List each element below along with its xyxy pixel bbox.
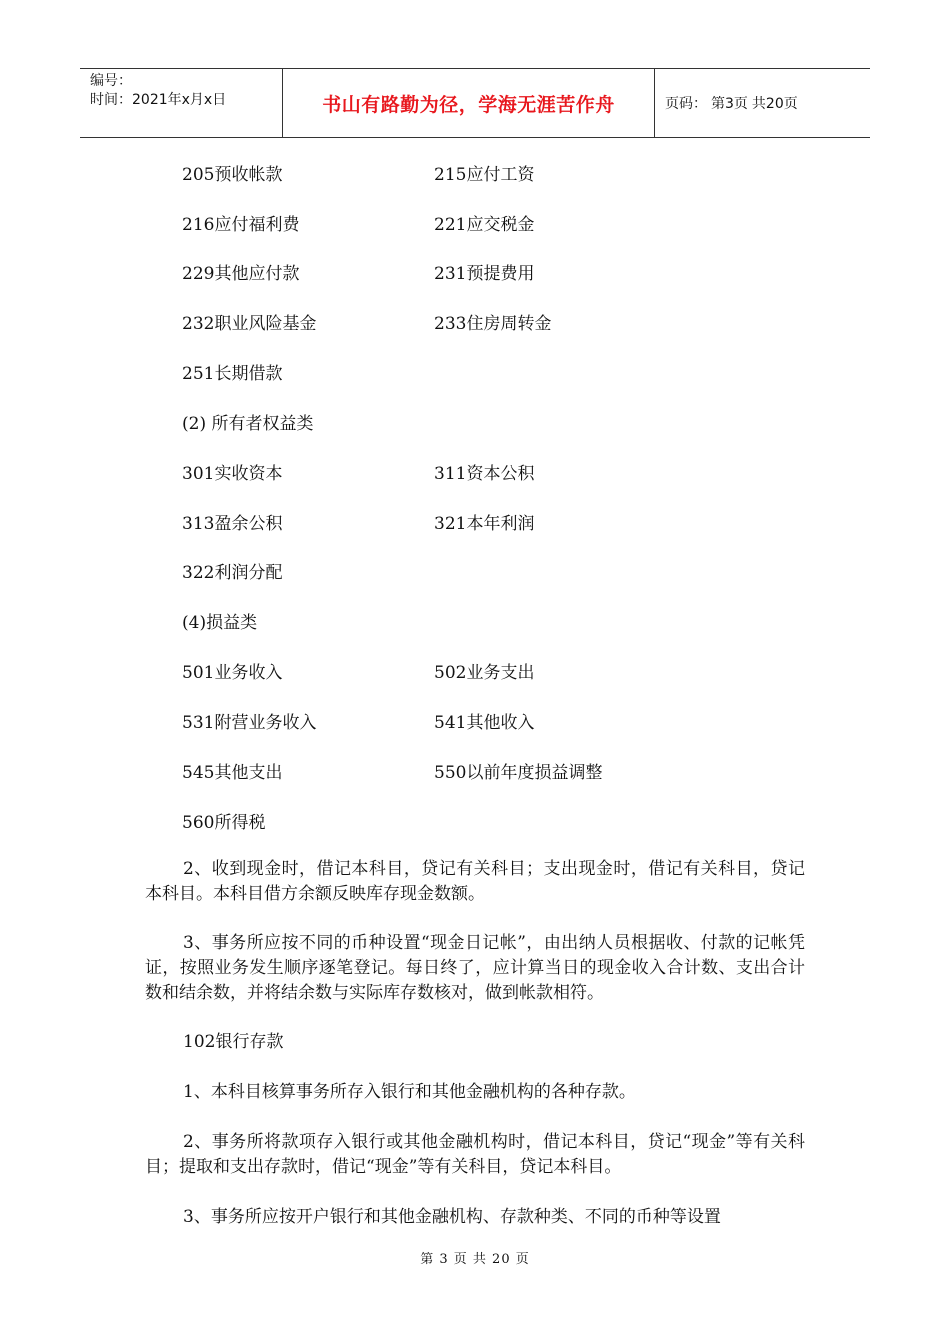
account-line [182, 558, 282, 583]
subject-heading: 102银行存款 [183, 1032, 284, 1052]
account-item: 545其他支出 [182, 763, 283, 783]
body-paragraph: 3、事务所应按不同的币种设置“现金日记帐”，由出纳人员根据收、付款的记帐凭证，按照业务发生顺序逐笔登记。每日终了，应计算当日的现金收入合计数、支出合计数和结余数，并将结余数与实际库存数核对，做到帐款相符。 [145, 933, 805, 1003]
section-title: (2) 所有者权益类 [182, 414, 314, 434]
account-item: 233住房周转金 [434, 314, 552, 334]
account-item: 322利润分配 [182, 563, 283, 583]
account-line [182, 509, 535, 534]
body-paragraph: 1、本科目核算事务所存入银行和其他金融机构的各种存款。 [183, 1082, 636, 1102]
account-item: 501业务收入 [182, 663, 283, 683]
account-item: 215应付工资 [434, 165, 535, 185]
account-line [182, 359, 282, 384]
page-header [80, 68, 870, 138]
page-label: 页码： [665, 96, 707, 112]
account-item: 251长期借款 [182, 364, 283, 384]
account-line [182, 708, 535, 733]
account-item: 216应付福利费 [182, 215, 300, 235]
account-line [182, 259, 535, 284]
page-footer: 第 3 页 共 20 页 [420, 1252, 530, 1267]
header-page-info [655, 69, 870, 137]
account-item: 301实收资本 [182, 464, 283, 484]
account-line [182, 459, 535, 484]
section-heading [182, 409, 313, 434]
document-number: 编号： [90, 73, 132, 89]
account-line [182, 808, 265, 833]
account-item: 205预收帐款 [182, 165, 283, 185]
document-time: 时间：2021年x月x日 [90, 92, 227, 108]
account-line [182, 758, 603, 783]
body-paragraph: 3、事务所应按开户银行和其他金融机构、存款种类、不同的币种等设置 [183, 1207, 721, 1227]
account-item: 321本年利润 [434, 514, 535, 534]
section-heading [182, 608, 257, 633]
account-item: 311资本公积 [434, 464, 535, 484]
account-item: 221应交税金 [434, 215, 535, 235]
account-item: 229其他应付款 [182, 264, 300, 284]
account-item: 560所得税 [182, 813, 266, 833]
page-current: 第3页 [711, 96, 748, 112]
account-line [182, 210, 535, 235]
header-meta [80, 69, 283, 137]
account-line [182, 160, 535, 185]
body-paragraph: 2、事务所将款项存入银行或其他金融机构时，借记本科目，贷记“现金”等有关科目；提取和支出存款时，借记“现金”等有关科目，贷记本科目。 [145, 1132, 805, 1177]
account-item: 232职业风险基金 [182, 314, 317, 334]
account-item: 502业务支出 [434, 663, 535, 683]
body-paragraph: 2、收到现金时，借记本科目，贷记有关科目；支出现金时，借记有关科目，贷记本科目。本科目借方余额反映库存现金数额。 [145, 859, 805, 904]
account-item: 531附营业务收入 [182, 713, 317, 733]
account-item: 231预提费用 [434, 264, 535, 284]
page-total: 共20页 [751, 96, 798, 112]
account-item: 550以前年度损益调整 [434, 763, 603, 783]
account-item: 313盈余公积 [182, 514, 283, 534]
account-line [182, 309, 552, 334]
section-title: (4)损益类 [182, 613, 258, 633]
account-line [182, 658, 535, 683]
account-item: 541其他收入 [434, 713, 535, 733]
header-motto: 书山有路勤为径，学海无涯苦作舟 [283, 69, 655, 137]
